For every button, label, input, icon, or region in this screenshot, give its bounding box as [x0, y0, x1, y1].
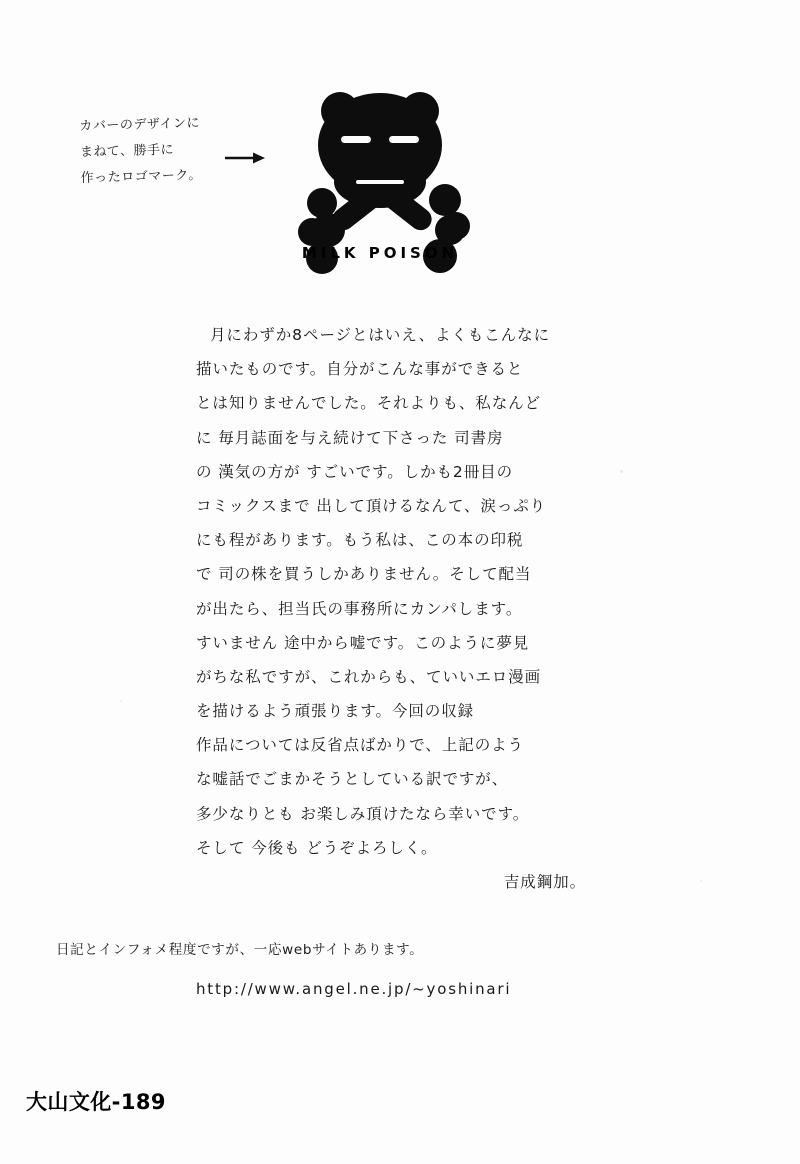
body-line: を描けるよう頑張ります。今回の収録 — [196, 702, 475, 721]
body-line: が出たら、担当氏の事務所にカンパします。 — [196, 599, 523, 618]
annotation-line: 作ったロゴマーク。 — [80, 167, 203, 187]
scan-speckle — [700, 880, 702, 882]
body-line: に 毎月誌面を与え続けて下さった 司書房 — [196, 428, 504, 447]
annotation-line: カバーのデザインに — [79, 115, 201, 135]
logo-annotation — [79, 110, 241, 192]
logo-caption: MILK POISON — [301, 244, 459, 262]
body-line: な嘘話でごまかそうとしている訳ですが、 — [196, 770, 509, 789]
body-line: 作品については反省点ばかりで、上記のよう — [196, 736, 524, 755]
body-line: 月にわずか8ページとはいえ、よくもこんなに — [210, 326, 551, 344]
body-line: 描いたものです。自分がこんな事ができると — [196, 360, 524, 379]
body-line: すいません 途中から嘘です。このように夢見 — [196, 633, 530, 652]
body-line: とは知りませんでした。それよりも、私なんど — [196, 394, 542, 413]
scan-speckle — [120, 700, 122, 702]
afterword-body — [196, 318, 596, 899]
body-line: 多少なりとも お楽しみ頂けたなら幸いです。 — [196, 804, 530, 823]
arrow-icon — [225, 150, 265, 164]
annotation-line: まねて、勝手に — [79, 142, 175, 161]
body-line: がちな私ですが、これからも、ていいエロ漫画 — [196, 667, 542, 686]
body-line: コミックスまで 出して頂けるなんて、涙っぷり — [196, 496, 547, 515]
website-url[interactable]: http://www.angel.ne.jp/~yoshinari — [196, 980, 512, 998]
author-signature: 吉成鋼加。 — [503, 873, 586, 891]
body-line: の 漢気の方が すごいです。しかも2冊目の — [196, 462, 514, 481]
imprint-label: 大山文化-189 — [26, 1090, 166, 1114]
body-line: そして 今後も どうぞよろしく。 — [196, 838, 438, 857]
website-note: 日記とインフォメ程度ですが、一応webサイトあります。 — [56, 942, 424, 958]
scan-speckle — [620, 470, 623, 473]
body-line: にも程があります。もう私は、この本の印税 — [196, 531, 524, 550]
body-line: で 司の株を買うしかありません。そして配当 — [196, 565, 532, 584]
